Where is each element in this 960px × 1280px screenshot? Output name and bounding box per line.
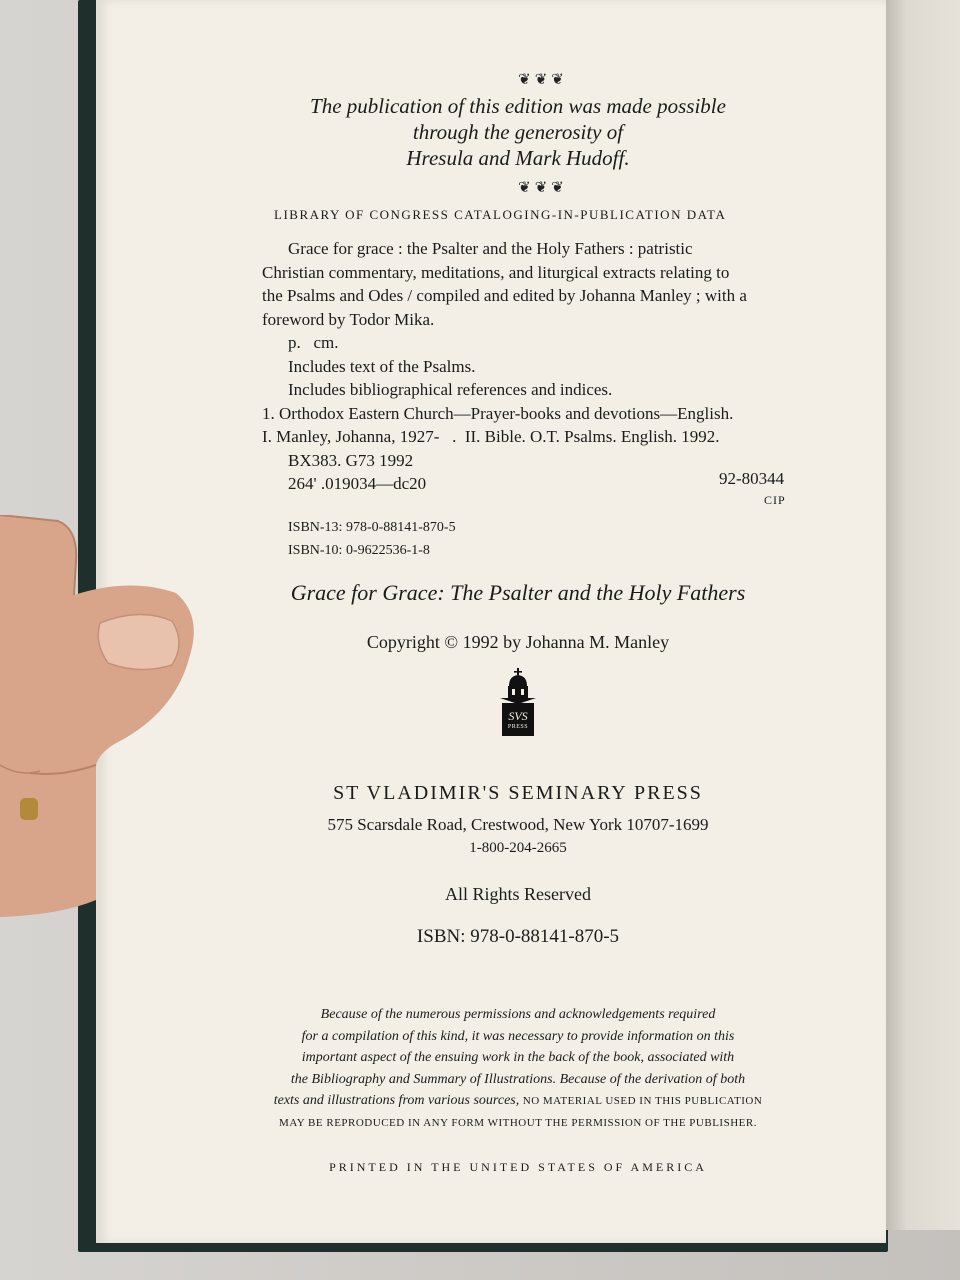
notice-line: Because of the numerous permissions and acknowledgements required (320, 1007, 716, 1022)
notice-line: for a compilation of this kind, it was necessary to provide information on this (301, 1028, 735, 1044)
notice-smallcaps: NO MATERIAL USED IN THIS PUBLICATION (522, 1095, 763, 1107)
notice-line: important aspect of the ensuing work in the back of the book, associated with (301, 1050, 735, 1065)
printed-in-usa: PRINTED IN THE UNITED STATES OF AMERICA (329, 1160, 707, 1174)
facing-page-edge (884, 0, 960, 1230)
copyright-line: Copyright © 1992 by Johanna M. Manley (366, 632, 670, 652)
logo-letters: SVS (508, 709, 528, 723)
cip-line: the Psalms and Odes / compiled and edited by Johanna Manley ; with a (262, 286, 747, 305)
cip-line: Grace for grace : the Psalter and the Holy Fathers : patristic (288, 239, 693, 258)
notice-line: the Bibliography and Summary of Illustrations. Because of the derivation of both (290, 1071, 746, 1087)
cip-subject: I. Manley, Johanna, 1927- . II. Bible. O.T. Psalms. English. 1992. (262, 427, 720, 446)
logo-press-label: PRESS (507, 724, 529, 730)
cip-line: foreword by Todor Mika. (262, 309, 435, 329)
svs-press-logo (496, 668, 540, 738)
fleuron-ornament-top: ❦❦❦ (518, 72, 568, 88)
cip-subject: 1. Orthodox Eastern Church—Prayer-books and devotions—English. (262, 403, 734, 423)
cip-heading: LIBRARY OF CONGRESS CATALOGING-IN-PUBLICATION DATA (274, 207, 727, 222)
fleuron-ornament-bottom: ❦❦❦ (518, 180, 568, 196)
cip-includes: Includes text of the Psalms. (288, 356, 476, 376)
publisher-phone: 1-800-204-2665 (469, 840, 567, 856)
sponsor-note (218, 93, 818, 171)
publisher-address: 575 Scarsdale Road, Crestwood, New York 10707-1699 (327, 815, 709, 834)
copyright-page (98, 0, 886, 1243)
permissions-notice (178, 1004, 858, 1134)
cip-record (262, 237, 747, 496)
sponsor-line: Hresula and Mark Hudoff. (406, 146, 630, 170)
cip-pcm: p. cm. (288, 333, 339, 352)
cip-isbns (288, 516, 456, 562)
publisher-name: ST VLADIMIR'S SEMINARY PRESS (333, 782, 703, 804)
notice-text: texts and illustrations from various sources, (273, 1093, 520, 1108)
notice-line (178, 1090, 858, 1113)
book-title: Grace for Grace: The Psalter and the Holy Fathers (290, 580, 746, 605)
cip-dewey: 264' .019034—dc20 (288, 474, 427, 493)
cip-line: Christian commentary, meditations, and liturgical extracts relating to (262, 262, 730, 282)
cip-tag: CIP (764, 493, 786, 507)
isbn-line: ISBN: 978-0-88141-870-5 (416, 926, 620, 947)
cip-isbn10: ISBN-10: 0-9622536-1-8 (288, 543, 430, 558)
cip-call-number: BX383. G73 1992 (288, 450, 414, 470)
sponsor-line: The publication of this edition was made possible (310, 94, 726, 118)
cip-includes: Includes bibliographical references and indices. (288, 380, 613, 399)
holding-hand-icon (0, 515, 200, 935)
notice-smallcaps: MAY BE REPRODUCED IN ANY FORM WITHOUT THE PERMISSION OF THE PUBLISHER. (279, 1116, 757, 1129)
all-rights-reserved: All Rights Reserved (445, 884, 591, 904)
sponsor-line: through the generosity of (412, 120, 624, 144)
cip-isbn13: ISBN-13: 978-0-88141-870-5 (288, 520, 456, 535)
cip-lccn: 92-80344 (719, 469, 785, 488)
